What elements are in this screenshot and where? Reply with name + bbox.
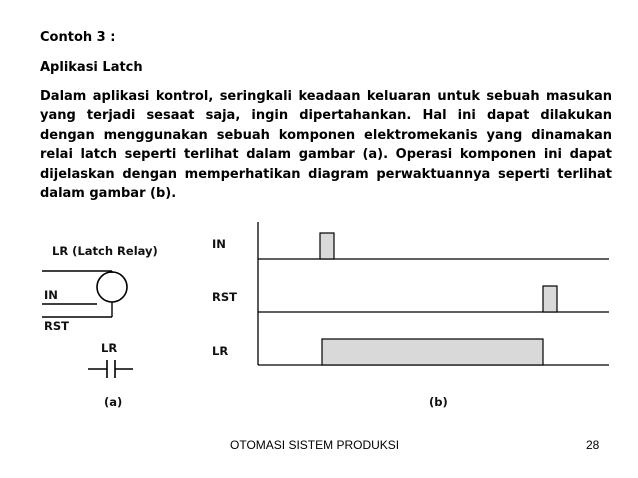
rst-pulse: [543, 286, 557, 312]
signal-label-lr: LR: [212, 344, 229, 358]
figure-b-timing-diagram: [212, 222, 609, 409]
footer-title: OTOMASI SISTEM PRODUKSI: [230, 438, 400, 452]
coil-symbol: [97, 272, 127, 302]
figure-a-caption: (a): [104, 395, 123, 409]
signal-label-rst: RST: [212, 290, 237, 304]
body-paragraph: Dalam aplikasi kontrol, seringkali keadaan keluaran untuk sebuah masukan yang terjadi sesaat saja, ingin dipertahankan. Hal ini dapat dilakukan dengan menggunakan sebuah komponen elektromekanis yang dinamakan relai latch seperti terlihat dalam gambar (a). Operasi komponen ini dapat dijelaskan dengan memperhatikan diagram perwaktuannya seperti terlihat dalam gambar (b).: [40, 89, 612, 202]
reset-label: RST: [44, 319, 69, 333]
contact-label: LR: [101, 341, 118, 355]
input-label: IN: [44, 288, 58, 302]
lr-latched-state: [322, 339, 543, 365]
page-number: 28: [586, 438, 600, 452]
slide-heading: Contoh 3 :: [40, 30, 116, 45]
in-pulse: [320, 233, 334, 259]
figure-b-caption: (b): [429, 395, 448, 409]
figure-a-latch-relay: [42, 244, 158, 409]
signal-label-in: IN: [212, 237, 226, 251]
slide-subheading: Aplikasi Latch: [40, 60, 143, 75]
coil-label: LR (Latch Relay): [52, 244, 158, 258]
normally-open-contact-icon: [88, 360, 133, 378]
